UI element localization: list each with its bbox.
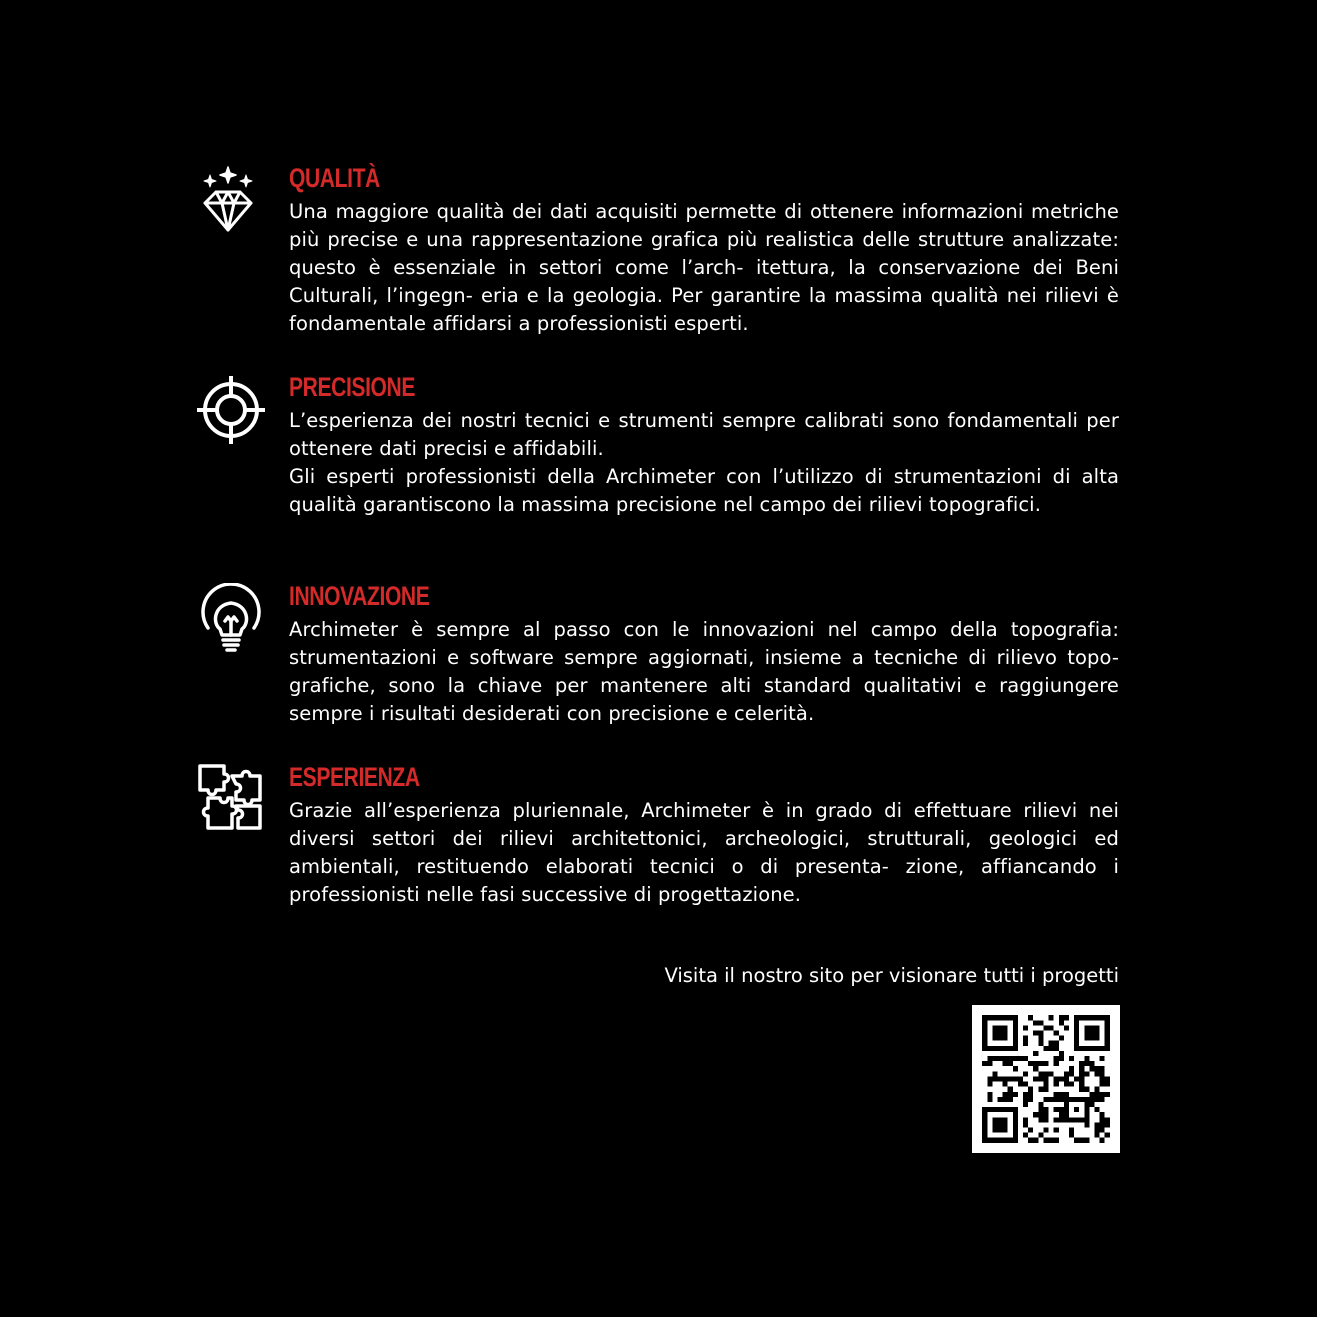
qr-code-icon[interactable] — [972, 1005, 1120, 1153]
section-esperienza — [196, 762, 1120, 912]
section-innovazione — [196, 581, 1120, 731]
section-text — [289, 762, 1119, 909]
section-text — [289, 372, 1119, 519]
section-precisione — [196, 372, 1120, 552]
section-title: INNOVAZIONE — [289, 581, 430, 611]
section-title: QUALITÀ — [289, 163, 380, 193]
lightbulb-icon — [196, 583, 266, 653]
section-paragraph: Una maggiore qualità dei dati acquisiti permette di ottenere informazioni metriche più precise e una rappresentazione grafica più realistica delle strutture analizzate: questo è essenziale in settori come l’arch- itettura, la conservazione dei Beni Culturali, l’ingegn- eria e la geologia. Per garantire la massima qualità nei rilievi è fondamentale affidarsi a professionisti esperti. — [289, 200, 1119, 335]
section-paragraph: Gli esperti professionisti della Archimeter con l’utilizzo di strumentazioni di alta qualità garantiscono la massima precisione nel campo dei rilievi topografici. — [289, 465, 1119, 516]
section-body — [289, 797, 1119, 909]
section-text — [289, 163, 1119, 338]
puzzle-icon — [196, 762, 266, 832]
section-title: ESPERIENZA — [289, 762, 420, 792]
section-qualita — [196, 163, 1120, 343]
section-paragraph: Archimeter è sempre al passo con le innovazioni nel campo della topografia: strumentazioni e software sempre aggiornati, insieme a tecniche di rilievo topo- grafiche, sono la chiave per mantenere alti standard qualitativi e raggiungere sempre i risultati desiderati con precisione e celerità. — [289, 618, 1119, 725]
section-title: PRECISIONE — [289, 372, 416, 402]
website-cta-text: Visita il nostro sito per visionare tutti i progetti — [664, 964, 1119, 987]
section-body — [289, 616, 1119, 728]
section-body — [289, 198, 1119, 338]
section-paragraph: Grazie all’esperienza pluriennale, Archimeter è in grado di effettuare rilievi nei diversi settori dei rilievi architettonici, archeologici, strutturali, geologici ed ambientali, restituendo elaborati tecnici o di presenta- zione, affiancando i professionisti nelle fasi successive di progettazione. — [289, 799, 1119, 906]
section-text — [289, 581, 1119, 728]
diamond-icon — [196, 165, 266, 235]
crosshair-icon — [196, 375, 266, 445]
section-body — [289, 407, 1119, 519]
section-paragraph: L’esperienza dei nostri tecnici e strumenti sempre calibrati sono fondamentali per ottenere dati precisi e affidabili. — [289, 409, 1119, 460]
